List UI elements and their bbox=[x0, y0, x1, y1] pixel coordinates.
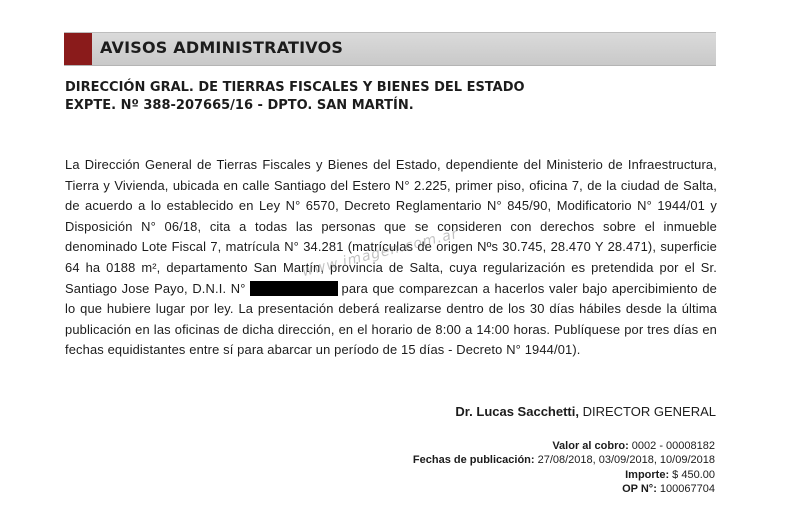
banner-accent-square bbox=[64, 33, 92, 65]
valor-value: 0002 - 00008182 bbox=[628, 440, 715, 452]
watermark: www.imagen.com.ar bbox=[300, 225, 461, 281]
meta-valor bbox=[552, 440, 715, 452]
section-title: AVISOS ADMINISTRATIVOS bbox=[100, 38, 344, 57]
signatory-role: DIRECTOR GENERAL bbox=[578, 404, 716, 419]
notice-text-part2: para que comparezcan a hacerlos valer bajo apercibimiento de lo que hubiere lugar por ley. La presentación deberá realizarse dentro de los 30 días hábiles desde la última publicación en las oficinas de dicha dirección, en el horario de 8:00 a 14:00 horas. Publíquese por tres días en fechas equidistantes entre sí para abarcar un período de 15 días - Decreto N° 1944/01). bbox=[65, 280, 718, 358]
heading-agency: DIRECCIÓN GRAL. DE TIERRAS FISCALES Y BIENES DEL ESTADO bbox=[65, 80, 525, 95]
signature bbox=[455, 404, 716, 419]
op-value: 100067704 bbox=[656, 483, 715, 495]
valor-label: Valor al cobro: bbox=[552, 440, 629, 452]
meta-importe bbox=[625, 469, 715, 481]
section-banner bbox=[64, 32, 716, 66]
heading-expediente: EXPTE. Nº 388-207665/16 - DPTO. SAN MARTÍN. bbox=[65, 98, 414, 113]
importe-value: $ 450.00 bbox=[669, 469, 715, 481]
signatory-name: Dr. Lucas Sacchetti, bbox=[455, 404, 579, 419]
op-label: OP N°: bbox=[622, 483, 657, 495]
fechas-label: Fechas de publicación: bbox=[412, 454, 535, 466]
notice-text-part1: La Dirección General de Tierras Fiscales y Bienes del Estado, dependiente del Ministerio de Infraestructura, Tierra y Vivienda, ubicada en calle Santiago del Estero N° 2.225, primer piso, oficina 7, de la ciudad de Salta, de acuerdo a lo establecido en Ley N° 6570, Decreto Reglamentario N° 845/90, Modificatorio N° 1944/01 y Disposición N° 06/18, cita a todas las personas que se consideren con derechos sobre el inmueble denominado Lote Fiscal 7, matrícula N° 34.281 (matrículas de origen Nºs 30.745, 28.470 Y 28.471), superficie 64 ha 0188 m², departamento San Martín, provincia de Salta, cuya regularización es pretendida por el Sr. Santiago Jose Payo, D.N.I. N° bbox=[65, 157, 717, 296]
meta-op bbox=[622, 483, 715, 495]
meta-fechas bbox=[413, 454, 715, 466]
redacted-dni bbox=[250, 281, 338, 296]
fechas-value: 27/08/2018, 03/09/2018, 10/09/2018 bbox=[534, 454, 715, 466]
importe-label: Importe: bbox=[625, 469, 670, 481]
